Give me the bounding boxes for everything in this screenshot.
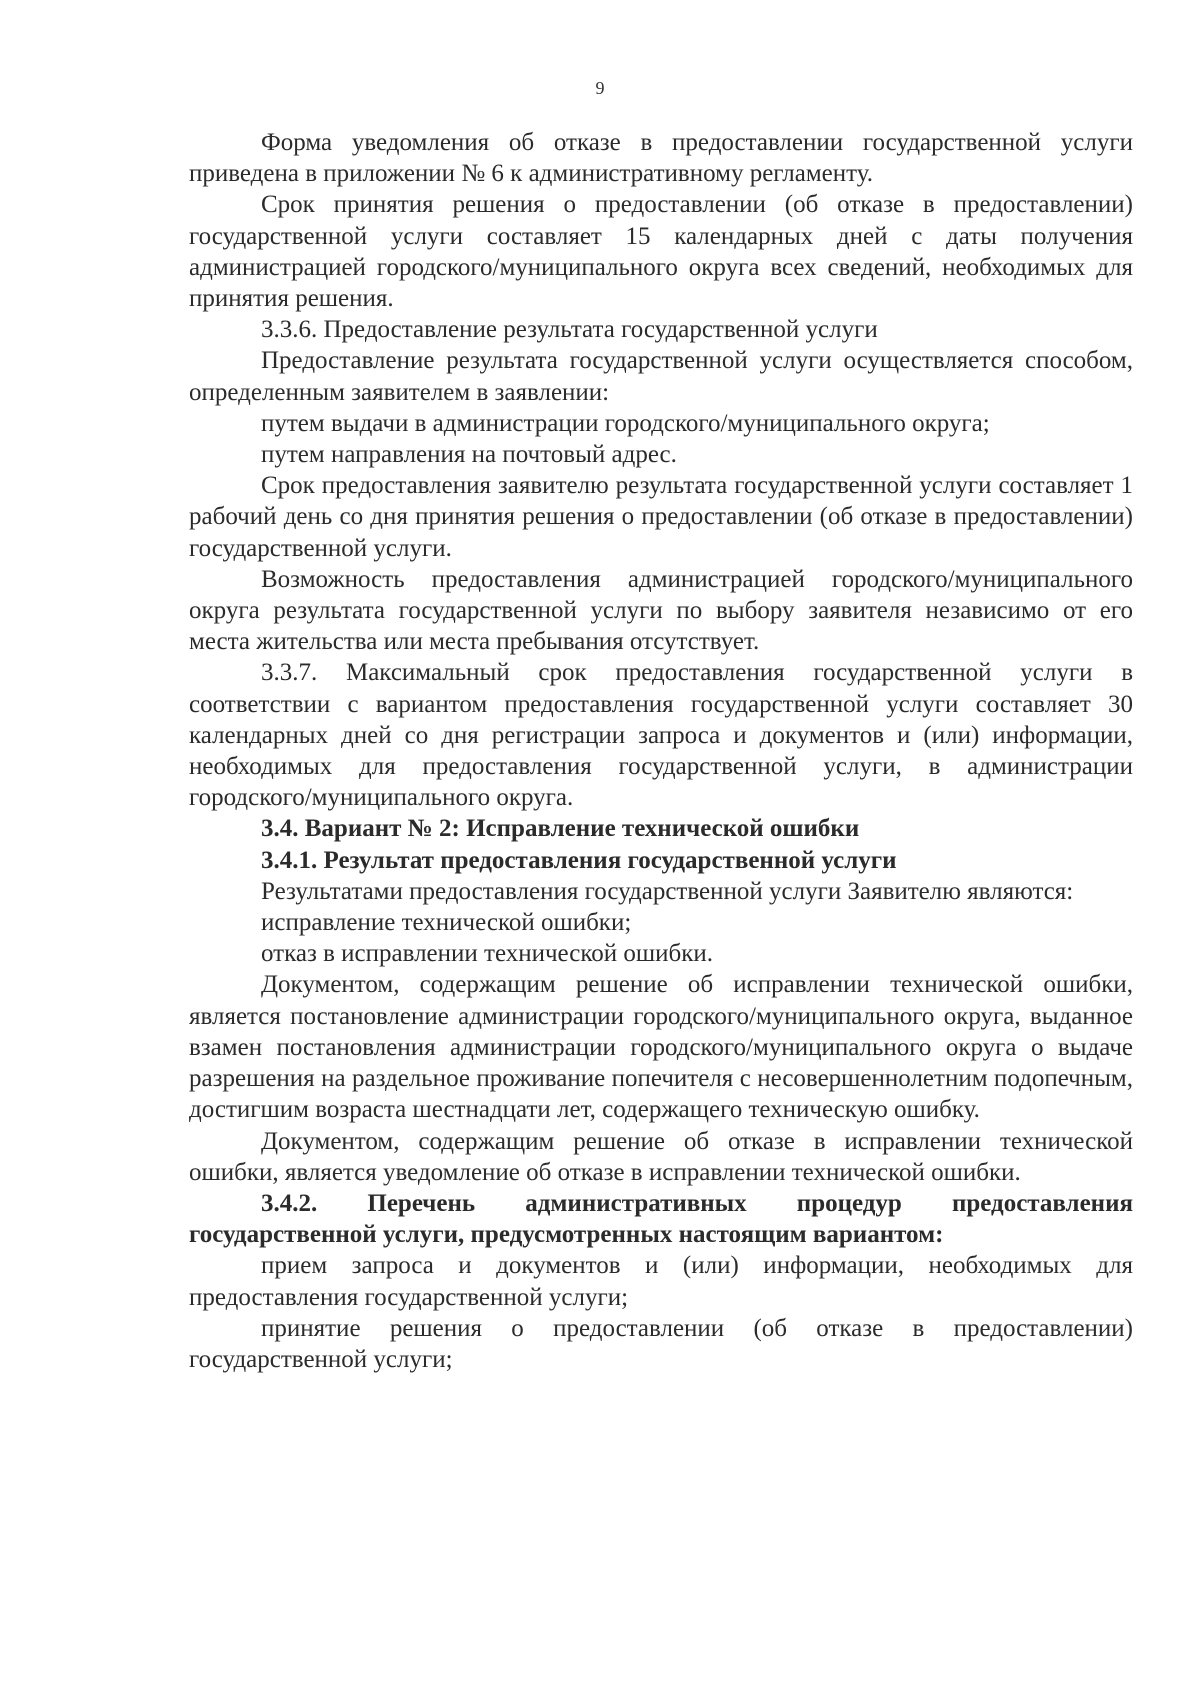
document-body [189,127,1133,1375]
list-item: прием запроса и документов и (или) информации, необходимых для предоставления государственной услуги; [189,1252,1133,1311]
paragraph: Срок принятия решения о предоставлении (об отказе в предоставлении) государственной услуги составляет 15 календарных дней с даты получения администрацией городского/муниципального округа всех сведений, необходимых для принятия решения. [189,191,1133,313]
section-heading: 3.4. Вариант № 2: Исправление технической ошибки [261,815,860,843]
list-item: отказ в исправлении технической ошибки. [261,940,713,968]
paragraph: Результатами предоставления государственной услуги Заявителю являются: [261,877,1074,905]
list-item: исправление технической ошибки; [261,909,632,937]
paragraph: Документом, содержащим решение об исправлении технической ошибки, является постановление администрации городского/муниципального округа, выданное взамен постановления администрации городского/муниципального округа о выдаче разрешения на раздельное проживание попечителя с несовершеннолетним подопечным, достигшим возраста шестнадцати лет, содержащего техническую ошибку. [189,971,1133,1124]
page-number: 9 [595,78,605,98]
list-item: путем выдачи в администрации городского/муниципального округа; [261,409,990,437]
section-heading: 3.4.2. Перечень административных процедур предоставления государственной услуги, предусмотренных настоящим вариантом: [189,1189,1133,1249]
section-heading: 3.3.6. Предоставление результата государственной услуги [261,316,878,344]
paragraph: Предоставление результата государственной услуги осуществляется способом, определенным заявителем в заявлении: [189,347,1133,406]
list-item: путем направления на почтовый адрес. [261,441,677,469]
paragraph: Форма уведомления об отказе в предоставлении государственной услуги приведена в приложении № 6 к административному регламенту. [189,129,1133,188]
list-item: принятие решения о предоставлении (об отказе в предоставлении) государственной услуги; [189,1314,1133,1373]
paragraph: Срок предоставления заявителю результата государственной услуги составляет 1 рабочий день со дня принятия решения о предоставлении (об отказе в предоставлении) государственной услуги. [189,472,1133,562]
paragraph: Возможность предоставления администрацией городского/муниципального округа результата государственной услуги по выбору заявителя независимо от его места жительства или места пребывания отсутствует. [189,565,1133,656]
section-heading: 3.4.1. Результат предоставления государственной услуги [261,846,897,874]
paragraph: Документом, содержащим решение об отказе в исправлении технической ошибки, является уведомление об отказе в исправлении технической ошибки. [189,1127,1133,1186]
paragraph: 3.3.7. Максимальный срок предоставления государственной услуги в соответствии с вариантом предоставления государственной услуги составляет 30 календарных дней со дня регистрации запроса и документов и (или) информации, необходимых для предоставления государственной услуги, в администрации городского/муниципального округа. [189,659,1133,812]
